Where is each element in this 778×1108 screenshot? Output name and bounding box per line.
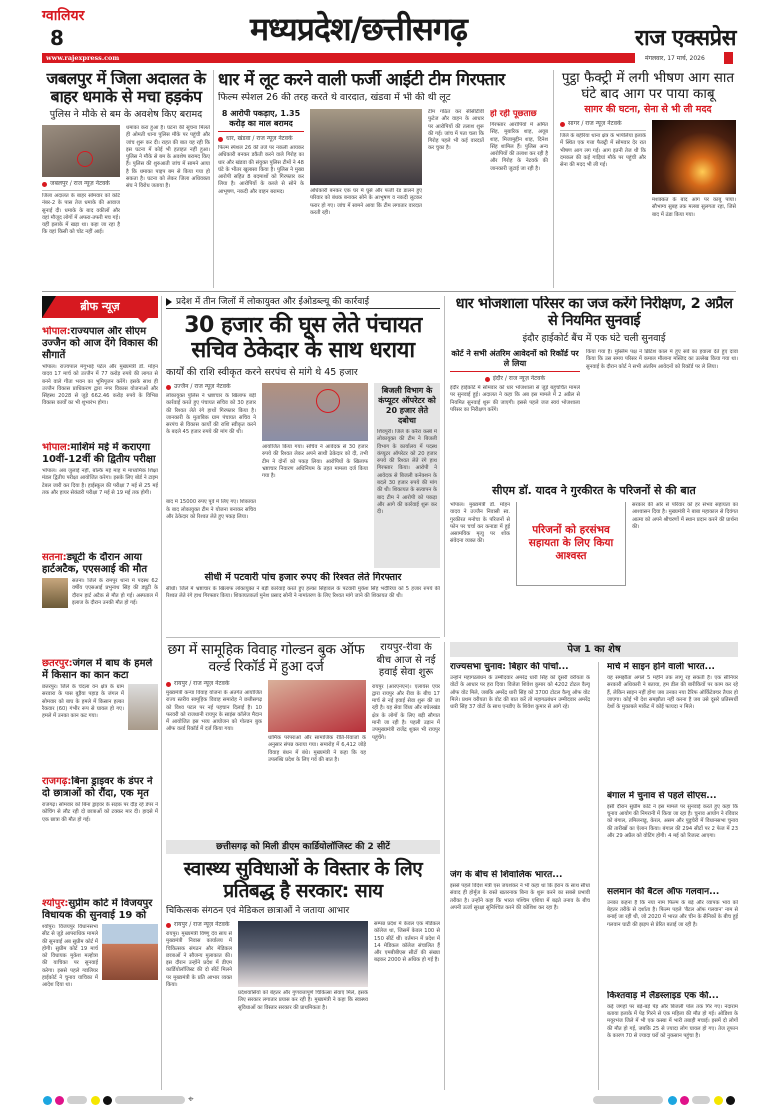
subhead: इंदौर हाईकोर्ट बैंच में एक घंटे चली सुनवाई [522, 333, 666, 344]
bullet-icon [166, 385, 171, 390]
masthead [0, 0, 778, 64]
photo-farmer [128, 684, 158, 730]
body-text: धार्मिक परंपराओं और सामाजिक रीति-रिवाजों के अनुसार संपन्न कराया गया। समारोह में 6,412 जोड़े विवाह बंधन में बंधे। मुख्यमंत्री ने कहा कि यह उपलब्धि प्रदेश के लिए गर्व की बात है। [268, 735, 366, 763]
story-lokayukt [166, 296, 440, 568]
header-bar-end [724, 52, 733, 64]
body-text: प्रदेशवासियों को बेहतर और गुणवत्तापूर्ण चिकित्सा सेवाएं मिलें, इसके लिए सरकार लगातार प्रयास कर रही है। मुख्यमंत्री ने कहा कि स्वास्थ्य सुविधाओं का विस्तार सरकार की प्राथमिकता है। [238, 990, 368, 1011]
byline: इंदौर / राज न्यूज़ नेटवर्क [450, 375, 580, 383]
brief-news-title: ब्रीफ न्यूज़ [80, 300, 120, 313]
brief-item: श्योपुर:सुप्रीम कोर्ट में विजयपुर विधायक की सुनवाई 19 को श्योपुर। विजयपुर विधानसभा सीट से जुड़े आपराधिक मामले की सुनवाई अब सुप्रीम कोर्ट में होगी। सुप्रीम कोर्ट 19 मार्च को विधायक मुकेश मल्होत्रा की याचिका पर सुनवाई करेगा। इससे पहले ग्वालियर हाईकोर्ट ने चुनाव याचिका में आदेश दिया था। [42, 898, 158, 1090]
story-flight [372, 642, 440, 834]
subhead: चिकित्सक संगठन एवं मेडिकल छात्राओं ने जताया आभार [166, 906, 350, 916]
byline: उज्जैन / राज न्यूज़ नेटवर्क [166, 383, 256, 391]
headline: पुट्ठा फैक्ट्री में लगी भीषण आग सात घंटे बाद आग पर पाया काबू [561, 70, 735, 102]
story-cm-yadav [450, 484, 738, 634]
headline: सीधी में पटवारी पांच हजार रुपए की रिश्वत लेते गिरफ्तार [204, 572, 402, 583]
body-text: जिला अदालत के बाहर सोमवार को कोर्ट नंबर-2 के पास तेज धमाके की आवाज सुनाई दी। धमाके के बाद वकीलों और वहां मौजूद लोगों में अफरा-तफरी मच गई। यहीं इलाके में खड़ा था। कहा जा रहा है कि वहां किसी को चोट नहीं आई। [42, 193, 120, 236]
bullet-icon [166, 923, 171, 928]
highlight-box: 8 आरोपी पकड़ाए, 1.35 करोड़ का माल बरामद [218, 109, 304, 132]
story-mass-wedding [166, 642, 366, 834]
yellow-dot [91, 1096, 100, 1105]
print-registration-marks [0, 1094, 778, 1108]
magenta-dot [55, 1096, 64, 1105]
headline: 30 हजार की घूस लेते पंचायत सचिव ठेकेदार के साथ धराया [184, 313, 422, 363]
body-text: किया गया है। मुस्लिम पक्ष ने ब्रिटिश काल में हुए सर्वे का हवाला देते हुए दावा किया कि उस समय परिसर में कमाल मौलाना मस्जिद का उल्लेख किया गया था। सुनवाई के दौरान कोर्ट ने सभी अंतरिम आवेदनों को रिकॉर्ड पर ले लिया। [586, 349, 738, 370]
crosshair-icon: ⌖ [188, 1094, 194, 1105]
headline: छग में सामूहिक विवाह गोल्डन बुक ऑफ वर्ल्ड रिकॉर्ड में हुआ दर्ज [167, 642, 365, 675]
black-dot [726, 1096, 735, 1105]
black-dot [103, 1096, 112, 1105]
kicker: प्रदेश में तीन जिलों में लोकायुक्त और ईओडब्ल्यू की कार्रवाई [166, 296, 440, 309]
bullet-icon [166, 682, 171, 687]
body-text: बाद में 15000 रुपए पूर्व में लिए गए। शिकायत के बाद लोकायुक्त टीम ने योजना बनाकर सचिव और ठेकेदार को रिश्वत लेते हुए पकड़ लिया। [166, 499, 256, 520]
byline: रायपुर / राज न्यूज़ नेटवर्क [166, 680, 262, 688]
brief-news-column [42, 296, 158, 1090]
body-text: अधिकारी बनकर एक घर में घुसे और फर्जी रेड डालने हुए परिवार को बंधक बनाकर सोने के आभूषण व नकदी लूटकर फरार हो गए। जांच में सामने आया कि टीम लगातार वारदात करती रही। [310, 188, 422, 216]
subhead: कार्यों की राशि स्वीकृत करने सरपंच से मांगे थे 45 हजार [166, 367, 358, 378]
header-bar [42, 53, 635, 63]
body-text: आयोजित किया गया। सचिव ने आवेदक से 30 हजार रुपये की रिश्वत लेकर अपने साथी ठेकेदार को दी, तभी टीम ने दोनों को पकड़ लिया। आरोपियों के खिलाफ भ्रष्टाचार निवारण अधिनियम के तहत मामला दर्ज किया गया है। [262, 444, 368, 480]
brief-item: सतना:ड्यूटी के दौरान आया हार्टअटैक, एएसआई की मौत सतना। जिले के रामपुर थाना में पदस्थ 62 वर्षीय एएसआई प्रभुनाथ सिंह की ड्यूटी के दौरान हार्ट अटैक से मौत हो गई। अस्पताल में इलाज के दौरान उनकी मौत हो गई। [42, 552, 158, 652]
photo-factory-fire [652, 120, 736, 194]
body-text: गिरफ्तार आरोपियों में अमित सिंह, मुबारिक शाह, अयूब शाह, मिजामुद्दीन शाह, दिनेश सिंह शामिल हैं। पुलिस अन्य आरोपियों की तलाश कर रही है और गिरोह के नेटवर्क की जानकारी जुटाई जा रही है। [490, 122, 548, 172]
section-banner: पेज 1 का शेष [450, 642, 738, 657]
headline: रायपुर-रीवा के बीच आज से नई हवाई सेवा शुरू [376, 642, 436, 678]
continued-item: किश्तवाड़ में लैंडस्लाइड एक की... कई जगहों पर बड़े-बड़े पेड़ और बिजली पोल तक गिर गए। नंदाराम बताया इलाके में पेड़ गिरने से एक महिला की मौत हो गई। ओडिशा के मयूरभंज जिले में भी एक कस्बा में भारी तबाही मचाई। इसमें दो लोगों की मौत हो गई, जबकि 25 से ज्यादा लोग घायल हो गए। तेज तूफान के कारण 70 से ज्यादा घरों को नुकसान पहुंचा है। [607, 990, 738, 1040]
body-text: फिल्म स्पेशल 26 की तर्ज पर नकली आयकर अधिकारी बनकर डकैती करने वाले गिरोह का धार और खंडवा की संयुक्त पुलिस टीमों ने 48 घंटे के भीतर खुलासा किया है। पुलिस ने मुख्य आरोपी सहित 8 बदमाशों को गिरफ्तार कर लिया है। आरोपियों के कब्जे से सोने के आभूषण, नकदी और वाहन बरामद। [218, 145, 304, 195]
headline: जबलपुर में जिला अदालत के बाहर धमाके से मचा हड़कंप [46, 70, 206, 106]
bullet-icon [560, 122, 565, 127]
story-bhojshala [450, 296, 738, 480]
photo-supreme-court [102, 924, 158, 980]
photo-doctors-group [238, 921, 368, 987]
brief-item: भोपाल:माशिमं मई में कराएगा 10वीं-12वीं की द्वितीय परीक्षा भोपाल। अब जुलाई नहीं, बल्कि मई माह में माध्यमिक शिक्षा मंडल द्वितीय परीक्षा आयोजित करेगा। इसके लिए बोर्ड ने टाइम टेबल जारी कर दिया है। हाईस्कूल की परीक्षा 7 मई से 25 मई तक और हायर सेकंडरी परीक्षा 7 मई से 19 मई तक होगी। [42, 442, 158, 496]
byline: जबलपुर / राज न्यूज़ नेटवर्क [42, 180, 120, 188]
headline: धार भोजशाला परिसर का जज करेंगे निरीक्षण, 2 अप्रैल से नियमित सुनवाई [455, 296, 733, 329]
byline: धार, खंडवा / राज न्यूज़ नेटवर्क [218, 135, 304, 143]
photo-bomb-site [42, 125, 120, 177]
bullet-icon [485, 377, 490, 382]
continued-item: सलमान की बैटल ऑफ गलवान... उनका कहना है कि नया नाम फिल्म के बड़े और व्यापक भाव को बेहतर तरीके से दर्शाता है। फिल्म पहले 'बैटल ऑफ गलवान' नाम से बनाई जा रही थी, जो 2020 में भारत और चीन के सैनिकों के बीच हुई गलवान घाटी की झड़प से प्रेरित बताई जा रही है। [607, 886, 738, 928]
body-text: रायपुर। मुख्यमंत्री विष्णु देव साय से मुख्यमंत्री निवास कार्यालय में चिकित्सक संगठन और मेडिकल छात्राओं ने सौजन्य मुलाकात की। इस दौरान उन्होंने प्रदेश में डीएम कार्डियोलॉजिस्ट की दो सीटें मिलने पर मुख्यमंत्री के प्रति आभार व्यक्त किया। [166, 931, 232, 989]
headline: सीएम डॉ. यादव ने गुरकीरत के परिजनों से की बात [492, 484, 696, 497]
body-text: भोपाल। मुख्यमंत्री डॉ. मोहन यादव ने उज्जैन निवासी स्व. गुरकीरत मनोचा के परिजनों से फोन पर चर्चा कर कनाडा में हुई असामयिक मृत्यु पर शोक संवेदना व्यक्त की। [450, 502, 510, 545]
cyan-dot [43, 1096, 52, 1105]
headline: धार में लूट करने वाली फर्जी आईटी टीम गिरफ्तार [218, 70, 505, 90]
byline: सागर / राज न्यूज़ नेटवर्क [560, 120, 646, 128]
headline: स्वास्थ्य सुविधाओं के विस्तार के लिए प्रतिबद्ध है सरकार: साय [183, 858, 423, 902]
page1-continued [450, 642, 738, 1090]
body-text: सीधी। जिले में भ्रष्टाचार के खिलाफ लोकायुक्त ने बड़ी कार्रवाई करते हुए हल्का सिहावल के पटवारी मुकेश सिंह भदौरिया को 5 हजार रुपये की रिश्वत लेते रंगे हाथ गिरफ्तार किया। शिकायतकर्ता मुनेश प्रसाद सोनी ने नामांतरण के लिए रिश्वत मांगे जाने की शिकायत की थी। [166, 586, 440, 600]
byline: रायपुर / राज न्यूज़ नेटवर्क [166, 921, 232, 929]
continued-item: जंग के बीच से शिवालिक भारत... इससे पहले विदेश मंत्री एस जयशंकर ने भी कहा था कि ईरान के साथ सीधा संवाद ही होर्मुज के रास्ते खतरनाक बिना के शुरू करने का सबसे प्रभावी तरीका है। उन्होंने कहा कि भारत पश्चिम एशिया में बढ़ते तनाव के बीच अपनी ऊर्जा सुरक्षा सुनिश्चित करने की कोशिश कर रहा है। [450, 870, 590, 911]
headline: बिजली विभाग के कंप्यूटर ऑपरेटर को 20 हजार लेते दबोचा [378, 386, 436, 425]
body-text: इंदौर हाईकोर्ट में सोमवार को धार भोजशाला से जुड़े बहुचर्चित मामले पर सुनवाई हुई। अदालत ने कहा कि अब इस मामले में 2 अप्रैल से नियमित सुनवाई शुरू की जाएगी। इससे पहले जज स्वयं भोजशाला परिसर का निरीक्षण करेंगे। [450, 385, 580, 413]
story-dhar-it-team [218, 70, 548, 288]
website-url[interactable]: www.rajexpress.com [46, 54, 120, 62]
subhead: फिल्म स्पेशल 26 की तरह करते थे वारदात, खंडवा में भी की थी लूट [218, 92, 451, 103]
issue-date: मंगलवार, 17 मार्च, 2026 [645, 55, 705, 62]
brand-logo: राज एक्सप्रेस [635, 26, 736, 51]
body-text: सम्पन्न प्रदेश में केवल एक मेडिकल कॉलेज था, जिसमें केवल 100 से 150 सीटें थीं। वर्तमान में प्रदेश में 14 मेडिकल कॉलेज संचालित हैं और एमबीबीएस सीटों की संख्या बढ़कर 2000 से अधिक हो गई है। [374, 921, 440, 964]
body-text: धमाका करा हुआ है। घटना की सूचना मिलते ही ओमती थाना पुलिस मौके पर पहुंची और जांच शुरू कर दी। राहत की बात यह रही कि इस घटना में कोई भी हताहत नहीं हुआ। पुलिस ने मौके से बम के अवशेष बरामद किए हैं। पुलिस की शुरुआती जांच में सामने आया है कि धमाका पाइप बम से किया गया हो सकता है। घटना को लेकर जिला अधिवक्ता संघ ने विरोध जताया है। [126, 125, 210, 190]
inquiry-title: हो रही पूछताछ [490, 109, 537, 119]
brief-item: भोपाल:राज्यपाल और सीएम उज्जैन को आज देंगे विकास की सौगातें भोपाल। राज्यपाल मंगुभाई पटेल और मुख्यमंत्री डॉ. मोहन यादव 17 मार्च को उज्जैन में 77 करोड़ रुपये की लागत से बनने वाले गीता भवन का भूमिपूजन करेंगे। इसके साथ ही उज्जैन विकास प्राधिकरण द्वारा नगर विकास योजनाओं और सिंहस्थ 2028 से जुड़े 662.46 करोड़ रुपये के विभिन्न विकास कार्यों का भी शुभारंभ होगा। [42, 326, 158, 407]
subhead: पुलिस ने मौके से बम के अवशेष किए बरामद [49, 109, 203, 120]
brief-item: छतरपुर:जंगल में बाघ के हमले में किसान का कान कटा छतरपुर। जिले के चंदला वन क्षेत्र के ग्राम सरवारा के पास बुड़ैया पहाड़ के जंगल में सोमवार को बाघ के हमले में किसान हल्का रैकवार (60) गंभीर रूप से घायल हो गए। हमले में उनका कान कट गया। [42, 658, 158, 770]
photo-cm-couples [268, 680, 366, 732]
continued-item: राज्यसभा चुनाव: बिहार की पांचों... उन्होंने महागठबंधन के उम्मीदवार अमरेंद्र धारी सिंह को दूसरी वरीयता के वोटों के आधार पर हरा दिया। विजेता शिवेश कुमार को 4202 टोटल वैल्यू ऑफ वोट मिले, जबकि अमरेंद्र धारी सिंह को 3700 टोटल वैल्यू ऑफ वोट मिले। प्रथम वरीयता के वोट की बात करें तो महागठबंधन उम्मीदवार अमरेंद्र धारी सिंह 37 वोटों के साथ एनडीए के शिवेश कुमार से आगे रहे। [450, 662, 590, 711]
kicker: छत्तीसगढ़ को मिली डीएम कार्डियोलॉजिस्ट की 2 सीटें [166, 840, 440, 854]
photo-asi [42, 578, 68, 608]
section-title: मध्यप्रदेश/छत्तीसगढ़ [250, 10, 467, 48]
body-text: शिवपुरी। जिले के करैरा कस्बे में लोकायुक्त की टीम ने बिजली विभाग के कार्यालय में पदस्थ कंप्यूटर ऑपरेटर को 20 हजार रुपये की रिश्वत लेते रंगे हाथ गिरफ्तार किया। आरोपी ने आवेदक से बिजली कनेक्शन के बदले 30 हजार रुपये की मांग की थी। शिकायत के सत्यापन के बाद टीम ने आरोपी को पकड़ा और आगे की कार्रवाई शुरू कर दी। [377, 429, 437, 516]
body-text: रायपुर (आरएनएन)। एलायंस एयर द्वारा रायपुर और रीवा के बीच 17 मार्च से नई हवाई सेवा शुरू की जा रही है। यह सेवा विंध्य और बघेलखंड क्षेत्र के लोगों के लिए बड़ी सौगात मानी जा रही है। पहली उड़ान में उपमुख्यमंत्री राजेंद्र शुक्ल भी रायपुर पहुंचेंगे। [372, 683, 440, 741]
story-sagar-fire [560, 70, 736, 288]
magenta-dot [680, 1096, 689, 1105]
photo-arrested-gang [310, 109, 422, 185]
highlight-box: कोर्ट ने सभी अंतरिम आवेदनों को रिकॉर्ड पर ले लिया [450, 349, 580, 372]
body-text: मशक्कत के बाद आग पर काबू पाया। सौभाग्य सुबह तक मलबा सुलगता रहा, जिसे बाद में ठंडा किया गया। [652, 197, 736, 218]
photo-arrested-secretary [262, 383, 368, 441]
story-cardio [166, 840, 440, 1090]
bullet-icon [42, 182, 47, 187]
arrow-icon [166, 298, 172, 306]
continued-item: मार्च में साइन होने वाली भारत... यह समझौता अगले 5 महीने तक लागू रह सकती है। एक सीनियर सरकारी अधिकारी ने बताया, हम डील की बारीकियों पर काम कर रहे हैं, लेकिन साइन नहीं होगा जब उनका नया टैरिफ ऑर्किटेक्चर तैयार हो जाएगा। कोई भी देश समझौता नहीं करना है जब उसे दूसरे प्रतिस्पर्धी देशों के मुकाबले मार्केट में कोई फायदा न मिले। [607, 662, 738, 711]
brief-news-banner [42, 296, 158, 318]
brief-item: राजगढ़:बिना ड्राइवर के डंपर ने दो छात्राओं को रौंदा, एक मृत राजगढ़। सोमवार को बिना ड्राइवर के सड़क पर दौड़ रहे डंपर ने कोचिंग से लौट रही दो छात्राओं को टक्कर मार दी। हादसे में एक छात्रा की मौत हो गई। [42, 776, 158, 823]
city-label: ग्वालियर [42, 8, 85, 24]
continued-item: बंगाल में चुनाव से पहले सीएस... इसी दौरान सुप्रीम कोर्ट ने इस मामले पर सुनवाई करते हुए कहा कि चुनाव आयोग की निगरानी में किया जा रहा है। चुनाव आयोग ने रविवार को बंगाल, तमिलनाडु, केरल, असम और पुडुचेरी में विधानसभा चुनाव की तारीखों का ऐलान किया। बंगाल की 294 सीटों पर 2 फेज में 23 और 29 अप्रैल को वोटिंग होगी। 4 मई को रिजल्ट आएगा। [607, 790, 738, 840]
cyan-dot [668, 1096, 677, 1105]
body-text: जिले के बहेरिया थाना क्षेत्र के भापेलिया इलाके में स्थित एक गत्ता फैक्ट्री में सोमवार देर रात भीषण आग लग गई। आग इतनी तेज थी कि दमकल की कई गाड़ियां मौके पर पहुंची और सेना की मदद भी ली गई। [560, 133, 646, 169]
grey-pill [593, 1096, 663, 1104]
story-sidhi-patwari [166, 572, 440, 634]
body-text: लोकायुक्त पुलिस ने भ्रष्टाचार के खिलाफ बड़ी कार्रवाई करते हुए पंचायत सचिव को 30 हजार की रिश्वत लेते रंगे हाथों गिरफ्तार किया है। जानकारी के मुताबिक ग्राम पंचायत सचिव ने सरपंच से विकास कार्यों की राशि स्वीकृत करने के बदले 45 हजार रुपये की मांग की थी। [166, 393, 256, 436]
story-bijli-operator [374, 383, 440, 568]
grey-pill [67, 1096, 87, 1104]
body-text: सरकार की ओर से परिवार को हर संभव सहायता का आश्वासन दिया है। मुख्यमंत्री ने बाबा महाकाल से दिवंगत आत्मा को अपने श्रीचरणों में स्थान प्रदान करने की प्रार्थना की। [632, 502, 738, 530]
subhead: सागर की घटना, सेना से भी ली मदद [584, 104, 712, 115]
body-text: टीम गठित कर सीसीटीवी फुटेज और वाहन के आधार पर आरोपियों की तलाश शुरू की गई। जांच में पता चला कि गिरोह पहले भी कई वारदातें कर चुका है। [428, 109, 484, 152]
body-text: मुख्यमंत्री कन्या विवाह योजना के अंतर्गत आयोजित राज्य स्तरीय सामूहिक विवाह समारोह ने छत्तीसगढ़ को विश्व पटल पर नई पहचान दिलाई है। 10 फरवरी को राजधानी रायपुर के साइंस कॉलेज मैदान में आयोजित इस भव्य आयोजन को गोल्डन बुक ऑफ वर्ल्ड रिकॉर्ड में दर्ज किया गया। [166, 690, 262, 733]
callout-box: परिजनों को हरसंभव सहायता के लिए किया आश्वस्त [516, 502, 626, 586]
story-jabalpur [42, 70, 210, 288]
page-number: 8 [50, 26, 64, 50]
grey-pill [692, 1096, 710, 1104]
grey-pill [115, 1096, 185, 1104]
yellow-dot [714, 1096, 723, 1105]
bullet-icon [218, 137, 223, 142]
